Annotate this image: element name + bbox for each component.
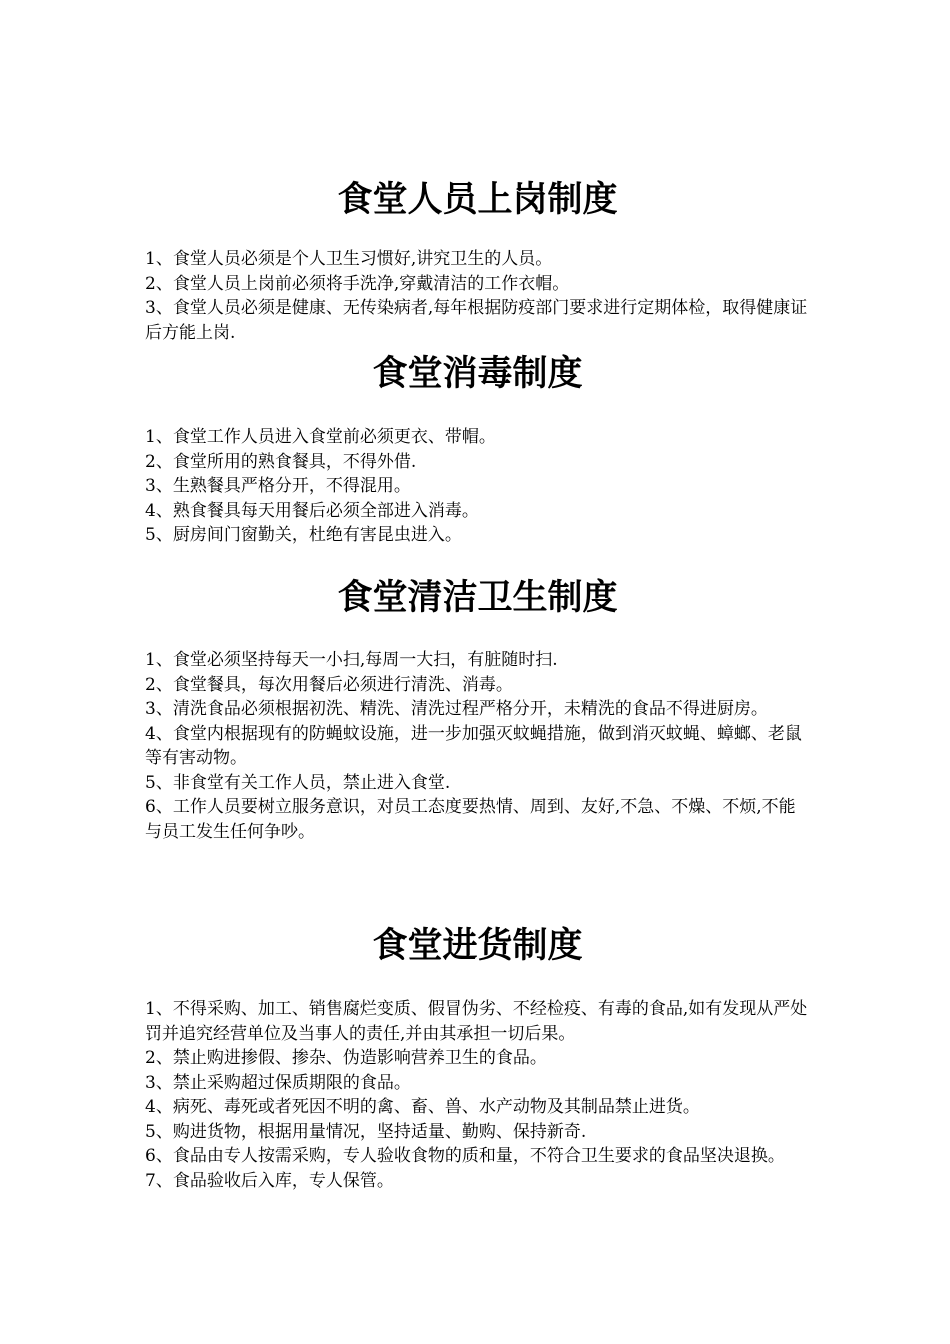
rule-item: 5、厨房间门窗勤关，杜绝有害昆虫进入。 xyxy=(145,525,462,545)
rule-item: 6、食品由专人按需采购，专人验收食物的质和量，不符合卫生要求的食品坚决退换。 xyxy=(145,1146,785,1166)
rule-item: 6、工作人员要树立服务意识，对员工态度要热情、周到、友好,不急、不燥、不烦,不能与员工发生任何争吵。 xyxy=(145,797,796,842)
rule-item: 3、食堂人员必须是健康、无传染病者,每年根据防疫部门要求进行定期体检，取得健康证后方能上岗. xyxy=(145,298,808,343)
section-disinfection xyxy=(145,352,810,548)
rule-item: 4、熟食餐具每天用餐后必须全部进入消毒。 xyxy=(145,500,479,521)
section-title: 食堂进货制度 xyxy=(372,926,583,966)
rule-item: 3、禁止采购超过保质期限的食品。 xyxy=(145,1072,411,1093)
section-staff-duty xyxy=(145,178,810,345)
rule-item: 1、食堂人员必须是个人卫生习惯好,讲究卫生的人员。 xyxy=(145,249,553,269)
section-title: 食堂清洁卫生制度 xyxy=(337,578,618,618)
section-purchasing xyxy=(145,924,810,1193)
section-title: 食堂人员上岗制度 xyxy=(337,180,618,220)
section-title: 食堂消毒制度 xyxy=(372,354,583,394)
rule-item: 2、禁止购进掺假、掺杂、伪造影响营养卫生的食品。 xyxy=(145,1048,547,1068)
section-cleaning-hygiene xyxy=(145,576,810,844)
rule-list xyxy=(145,425,810,548)
rule-item: 4、病死、毒死或者死因不明的禽、畜、兽、水产动物及其制品禁止进货。 xyxy=(145,1097,700,1117)
rule-item: 3、生熟餐具严格分开，不得混用。 xyxy=(145,476,411,496)
rule-list xyxy=(145,247,810,345)
rule-item: 2、食堂人员上岗前必须将手洗净,穿戴清洁的工作衣帽。 xyxy=(145,273,570,294)
rule-item: 2、食堂所用的熟食餐具，不得外借. xyxy=(145,451,417,472)
rule-item: 3、清洗食品必须根据初洗、精洗、清洗过程严格分开，未精洗的食品不得进厨房。 xyxy=(145,699,768,719)
rule-list xyxy=(145,997,810,1193)
rule-item: 2、食堂餐具，每次用餐后必须进行清洗、消毒。 xyxy=(145,674,513,695)
rule-item: 5、非食堂有关工作人员，禁止进入食堂. xyxy=(145,772,451,793)
rule-item: 1、食堂工作人员进入食堂前必须更衣、带帽。 xyxy=(145,427,496,447)
rule-item: 1、不得采购、加工、销售腐烂变质、假冒伪劣、不经检疫、有毒的食品,如有发现从严处罚并追究经营单位及当事人的责任,并由其承担一切后果。 xyxy=(145,999,808,1044)
rule-item: 1、食堂必须坚持每天一小扫,每周一大扫，有脏随时扫. xyxy=(145,650,558,670)
rule-item: 5、购进货物，根据用量情况，坚持适量、勤购、保持新奇. xyxy=(145,1121,587,1142)
rule-item: 4、食堂内根据现有的防蝇蚊设施，进一步加强灭蚊蝇措施，做到消灭蚊蝇、蟑螂、老鼠等有害动物。 xyxy=(145,723,802,768)
rule-list xyxy=(145,648,810,844)
rule-item: 7、食品验收后入库，专人保管。 xyxy=(145,1170,394,1191)
